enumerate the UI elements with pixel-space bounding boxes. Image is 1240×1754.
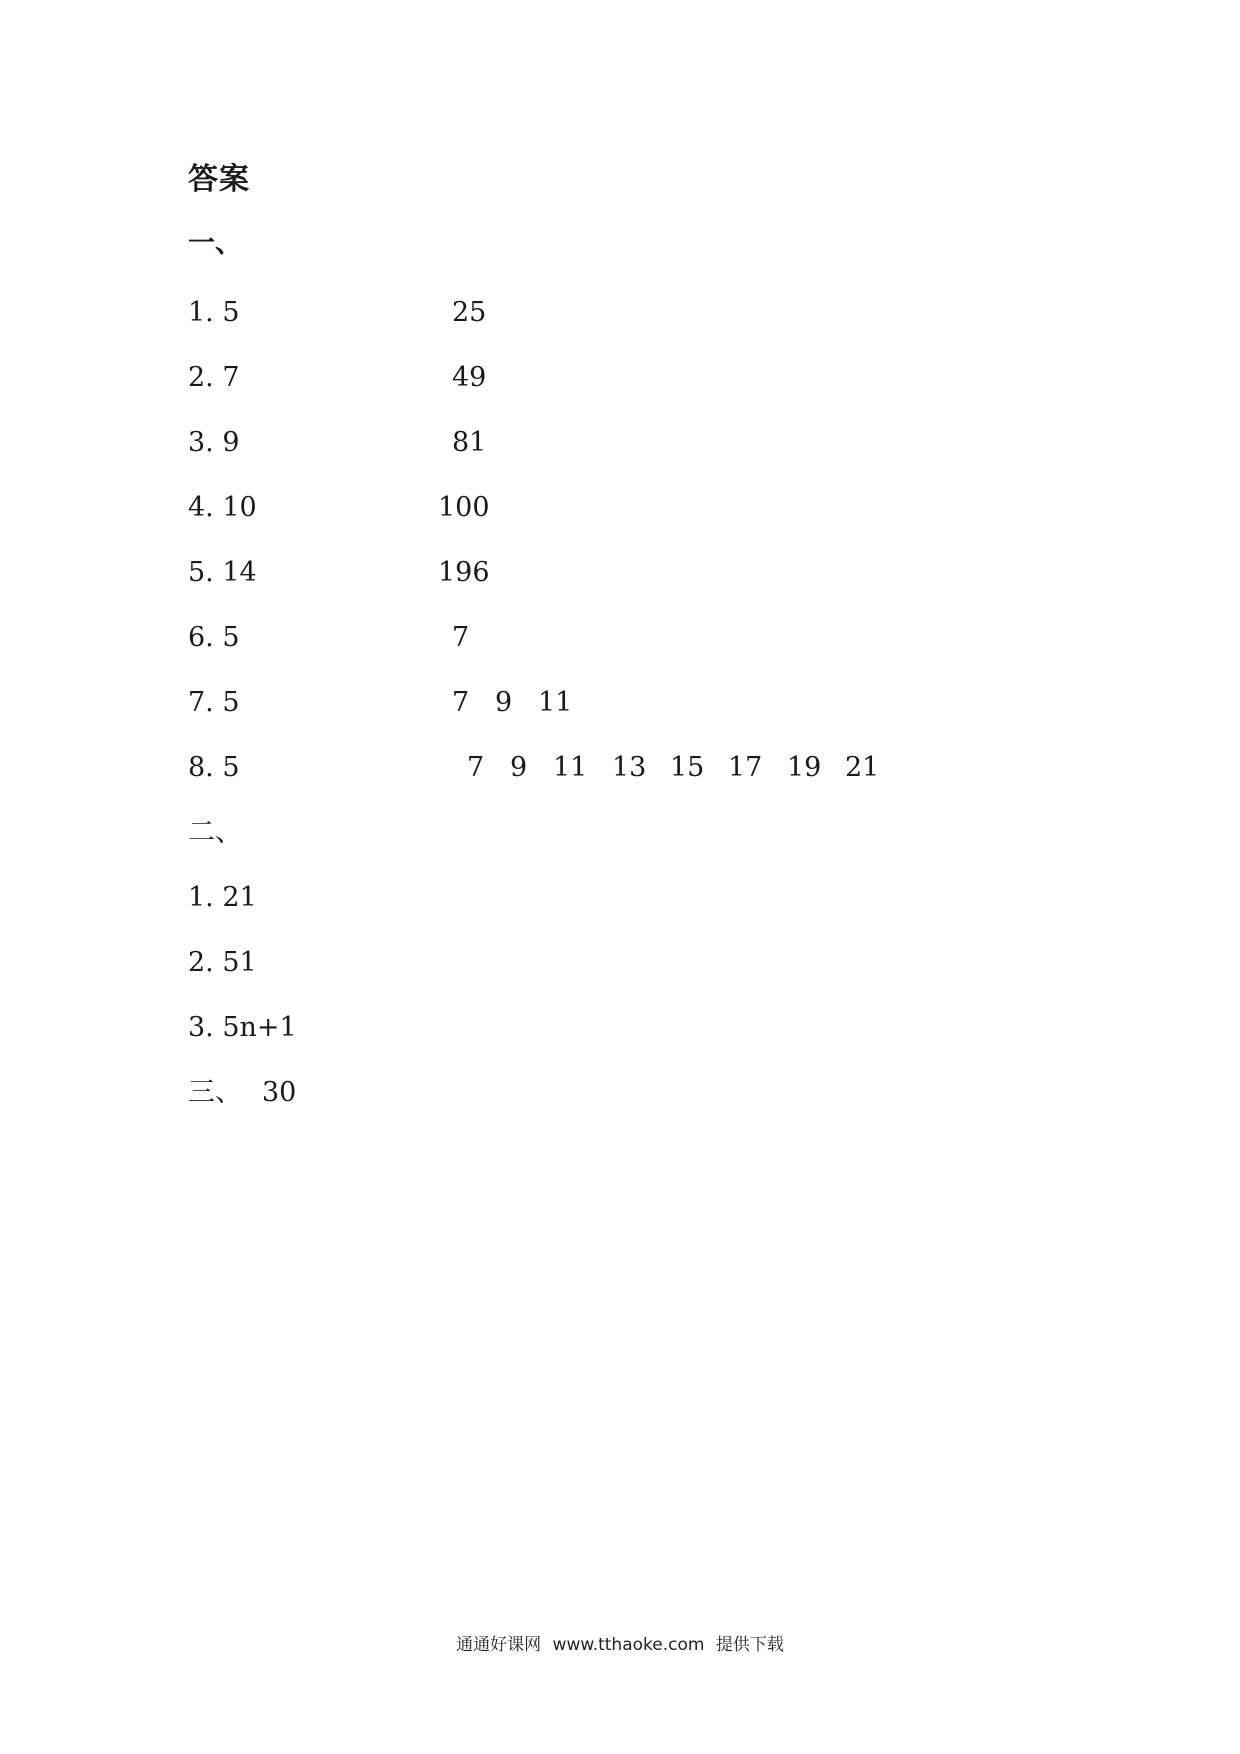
answer-row (0, 882, 1240, 922)
answer-value: 7 (452, 687, 470, 718)
answer-value: 49 (452, 362, 487, 393)
answer-row (0, 687, 1240, 727)
answer-row (0, 427, 1240, 467)
answer-value: 7 (467, 752, 485, 783)
page-title: 答案 (188, 162, 250, 197)
answer-value: 100 (438, 492, 490, 523)
section3-answer: 30 (262, 1077, 297, 1108)
question-number: 4. 10 (188, 492, 257, 523)
section-heading-3: 三、 (188, 1077, 242, 1108)
answer-row (0, 622, 1240, 662)
question-number: 1. 5 (188, 297, 240, 328)
answer-value: 21 (845, 752, 880, 783)
answer-row (0, 297, 1240, 337)
answer-row (0, 557, 1240, 597)
answer-value: 11 (538, 687, 573, 718)
answer-value: 19 (787, 752, 822, 783)
answer-value: 196 (438, 557, 490, 588)
answer-value: 81 (452, 427, 487, 458)
answer-value: 9 (495, 687, 513, 718)
question-number: 1. 21 (188, 882, 257, 913)
answer-value: 25 (452, 297, 487, 328)
page-footer: 通通好课网 www.tthaoke.com 提供下载 (456, 1635, 784, 1655)
question-number: 2. 51 (188, 947, 257, 978)
question-number: 3. 5n+1 (188, 1012, 297, 1043)
answer-row (0, 1012, 1240, 1052)
question-number: 8. 5 (188, 752, 240, 783)
answer-row (0, 492, 1240, 532)
question-number: 3. 9 (188, 427, 240, 458)
question-number: 6. 5 (188, 622, 240, 653)
answer-row (0, 947, 1240, 987)
question-number: 5. 14 (188, 557, 257, 588)
section-heading-2: 二、 (188, 817, 242, 848)
section-heading-1: 一、 (188, 228, 242, 259)
answer-value: 11 (553, 752, 588, 783)
answer-row (0, 362, 1240, 402)
answer-value: 17 (728, 752, 763, 783)
answer-value: 7 (452, 622, 470, 653)
answer-value: 15 (670, 752, 705, 783)
answer-row (0, 752, 1240, 792)
answer-value: 9 (510, 752, 528, 783)
question-number: 7. 5 (188, 687, 240, 718)
question-number: 2. 7 (188, 362, 240, 393)
answer-value: 13 (612, 752, 647, 783)
